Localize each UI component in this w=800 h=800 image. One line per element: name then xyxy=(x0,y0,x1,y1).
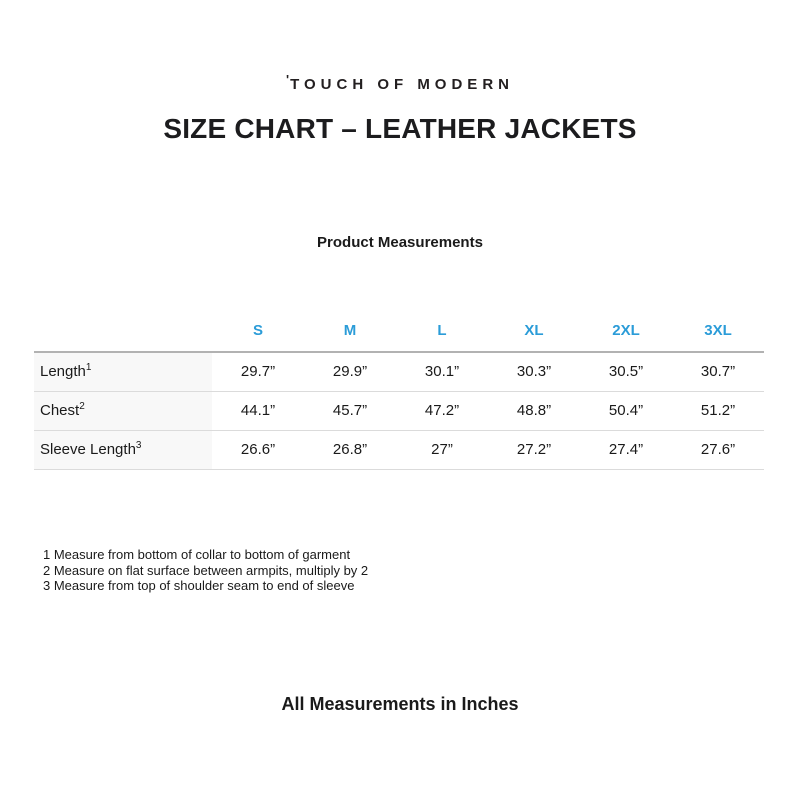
footer-note: All Measurements in Inches xyxy=(281,694,519,714)
measurement-cell: 27.4” xyxy=(608,441,644,458)
measurement-cell: 27.2” xyxy=(516,441,552,458)
brand-logo xyxy=(0,72,800,93)
measurement-cell: 29.7” xyxy=(240,363,276,381)
measurement-cell: 30.5” xyxy=(608,363,644,381)
table-row xyxy=(34,430,764,469)
footnotes xyxy=(43,547,368,594)
measurement-cell: 47.2” xyxy=(424,402,460,419)
size-header-2xl: 2XL xyxy=(612,322,640,339)
measurement-cell: 30.7” xyxy=(700,363,736,381)
brand-logo-tick-icon: ' xyxy=(286,72,290,87)
row-label-footnote-ref: 1 xyxy=(85,362,92,374)
row-label-footnote-ref: 3 xyxy=(135,440,142,451)
footnote-line: 2 Measure on flat surface between armpits, multiply by 2 xyxy=(43,562,369,578)
measurement-cell: 44.1” xyxy=(240,402,276,419)
measurement-cell: 26.6” xyxy=(240,441,276,458)
measurement-cell: 27.6” xyxy=(700,441,736,458)
measurement-cell: 45.7” xyxy=(332,402,368,419)
table-row xyxy=(34,391,764,430)
measurement-cell: 27” xyxy=(431,441,453,458)
measurement-cell: 50.4” xyxy=(608,402,644,419)
row-label xyxy=(34,430,212,469)
measurement-cell: 30.1” xyxy=(424,363,460,381)
row-label-text: Sleeve Length xyxy=(40,441,136,458)
row-label-footnote-ref: 2 xyxy=(79,401,85,412)
footnote-line: 1 Measure from bottom of collar to bottom of garment xyxy=(43,547,351,562)
table-subtitle: Product Measurements xyxy=(317,234,483,251)
size-header-m: M xyxy=(343,322,357,339)
row-label-text: Chest xyxy=(40,402,80,419)
measurement-cell: 51.2” xyxy=(700,402,736,419)
row-label-text: Length xyxy=(40,363,86,381)
table-row xyxy=(34,352,764,391)
page-title: SIZE CHART – LEATHER JACKETS xyxy=(163,113,637,144)
size-header-l: L xyxy=(437,322,447,339)
measurement-cell: 30.3” xyxy=(516,363,552,381)
measurement-cell: 29.9” xyxy=(332,363,368,381)
size-header-xl: XL xyxy=(524,322,544,339)
size-header-3xl: 3XL xyxy=(704,322,732,339)
row-label xyxy=(34,352,212,391)
measurement-cell: 26.8” xyxy=(332,441,368,458)
footnote-line: 3 Measure from top of shoulder seam to end of sleeve xyxy=(43,578,355,593)
size-header-s: S xyxy=(252,322,263,339)
measurements-table-container xyxy=(34,310,764,470)
row-label xyxy=(34,391,212,430)
size-header-row xyxy=(34,310,764,352)
brand-logo-text: TOUCH OF MODERN xyxy=(290,76,514,93)
measurements-table xyxy=(34,310,764,470)
table-corner-cell xyxy=(34,310,212,352)
measurement-cell: 48.8” xyxy=(516,402,552,419)
